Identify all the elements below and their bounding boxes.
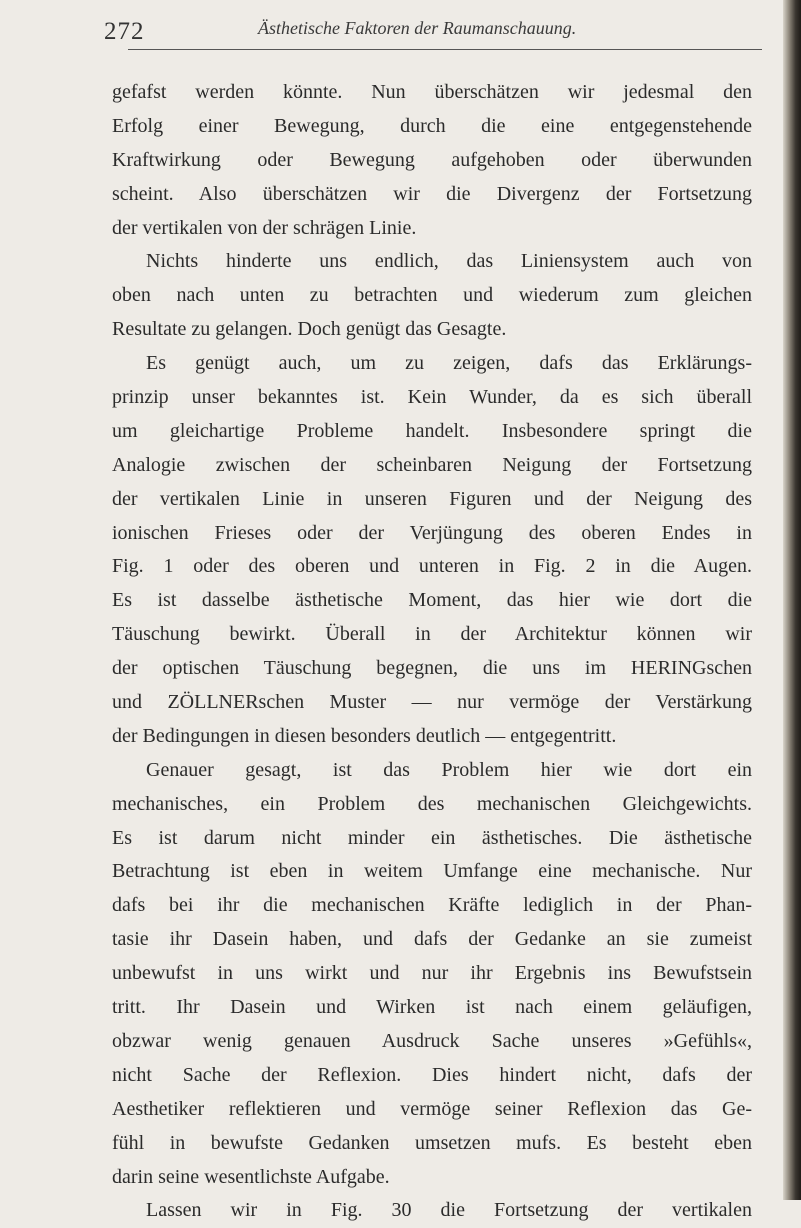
text-line: Aesthetiker reflektieren und vermöge seiner Reflexion das Ge- (112, 1097, 752, 1120)
text-line: Kraftwirkung oder Bewegung aufgehoben oder überwunden (112, 148, 752, 171)
text-line: tritt. Ihr Dasein und Wirken ist nach einem geläufigen, (112, 996, 752, 1019)
text-line: Betrachtung ist eben in weitem Umfange eine mechanische. Nur (112, 860, 752, 883)
text-line: um gleichartige Probleme handelt. Insbesondere springt die (112, 419, 752, 442)
text-line: prinzip unser bekanntes ist. Kein Wunder, da es sich überall (112, 386, 752, 409)
text-line: Genauer gesagt, ist das Problem hier wie dort ein (146, 758, 752, 781)
text-line: Es ist darum nicht minder ein ästhetisches. Die ästhetische (112, 826, 752, 849)
page-number: 272 (104, 18, 145, 45)
text-line: der optischen Täuschung begegnen, die uns im HERINGschen (112, 657, 752, 680)
text-line: nicht Sache der Reflexion. Dies hindert nicht, dafs der (112, 1063, 752, 1086)
body-text (112, 76, 752, 1228)
text-line: tasie ihr Dasein haben, und dafs der Gedanke an sie zumeist (112, 928, 752, 951)
page-header (100, 10, 760, 50)
text-line: Es ist dasselbe ästhetische Moment, das hier wie dort die (112, 589, 752, 612)
header-rule (128, 49, 762, 50)
text-line: darin seine wesentlichste Aufgabe. (112, 1165, 390, 1188)
text-line: der vertikalen Linie in unseren Figuren und der Neigung des (112, 487, 752, 510)
text-line: fühl in bewufste Gedanken umsetzen mufs. Es besteht eben (112, 1131, 752, 1154)
text-line: Analogie zwischen der scheinbaren Neigung der Fortsetzung (112, 453, 752, 476)
text-line: Resultate zu gelangen. Doch genügt das Gesagte. (112, 318, 507, 341)
text-line: Lassen wir in Fig. 30 die Fortsetzung der vertikalen (146, 1199, 752, 1222)
text-line: dafs bei ihr die mechanischen Kräfte lediglich in der Phan- (112, 894, 752, 917)
text-line: oben nach unten zu betrachten und wiederum zum gleichen (112, 284, 752, 307)
text-line: Erfolg einer Bewegung, durch die eine entgegenstehende (112, 114, 752, 137)
text-line: unbewufst in uns wirkt und nur ihr Ergebnis ins Bewufstsein (112, 962, 752, 985)
text-line: Fig. 1 oder des oberen und unteren in Fig. 2 in die Augen. (112, 555, 752, 578)
text-line: mechanisches, ein Problem des mechanischen Gleichgewichts. (112, 792, 752, 815)
text-line: obzwar wenig genauen Ausdruck Sache unseres »Gefühls«, (112, 1029, 752, 1052)
text-line: Nichts hinderte uns endlich, das Liniensystem auch von (146, 250, 752, 273)
text-line: und ZÖLLNERschen Muster — nur vermöge der Verstärkung (112, 691, 752, 714)
text-line: scheint. Also überschätzen wir die Divergenz der Fortsetzung (112, 182, 752, 205)
text-line: gefafst werden könnte. Nun überschätzen wir jedesmal den (112, 81, 752, 103)
text-line: Täuschung bewirkt. Überall in der Architektur können wir (112, 623, 752, 646)
text-line: ionischen Frieses oder der Verjüngung des oberen Endes in (112, 521, 752, 544)
text-line: der vertikalen von der schrägen Linie. (112, 216, 417, 239)
text-line: der Bedingungen in diesen besonders deutlich — entgegentritt. (112, 724, 617, 747)
book-spine-shadow (783, 0, 801, 1200)
text-line: Es genügt auch, um zu zeigen, dafs das Erklärungs- (146, 352, 752, 375)
running-title: Ästhetische Faktoren der Raumanschauung. (258, 18, 577, 38)
